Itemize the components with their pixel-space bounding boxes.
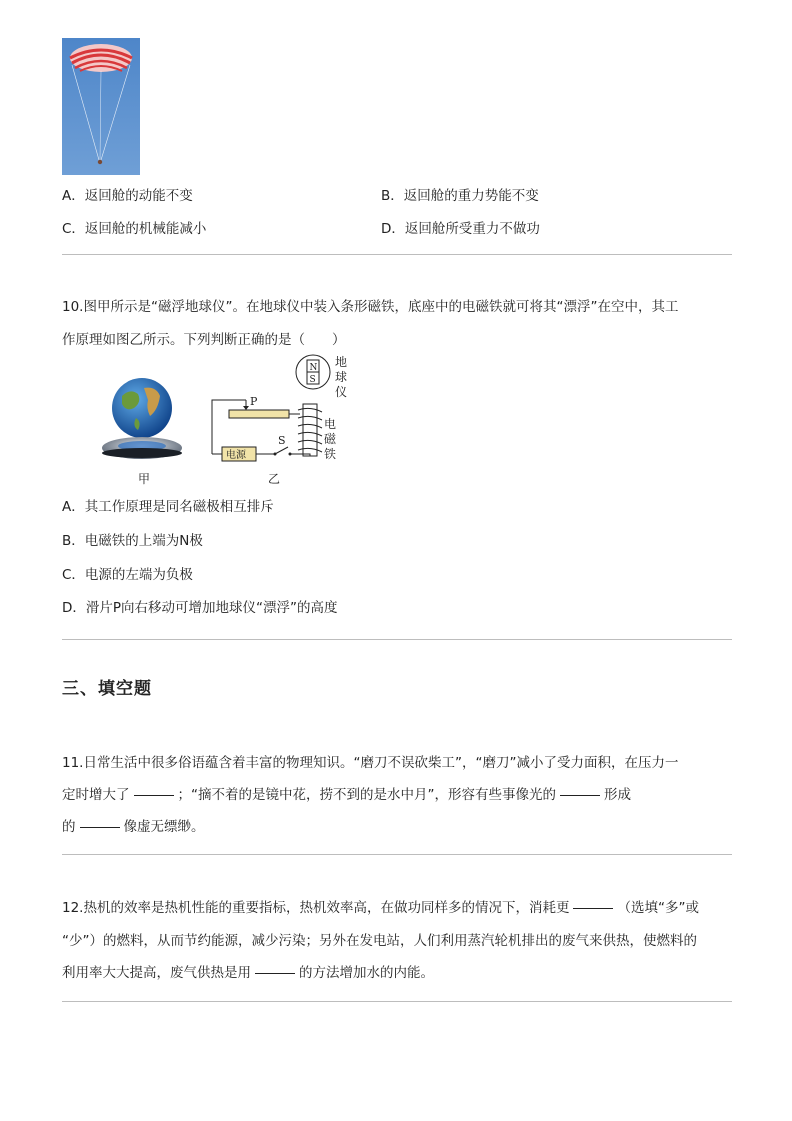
q11-line1: 11.日常生活中很多俗语蕴含着丰富的物理知识。“磨刀不误砍柴工”，“磨刀”减小了受力面积，在压力一 [62, 755, 679, 771]
answer-blank[interactable] [560, 795, 600, 796]
slider-p-label: P [250, 395, 258, 408]
answer-blank[interactable] [80, 827, 120, 828]
q10-option-c: C．电源的左端为负极 [62, 567, 193, 583]
q12-line1-a: 12.热机的效率是热机性能的重要指标，热机效率高，在做功同样多的情况下，消耗更 [62, 900, 570, 916]
answer-blank[interactable] [573, 908, 613, 909]
q10-figure [98, 352, 358, 488]
q10-stem-line2: 作原理如图乙所示。下列判断正确的是（ ） [62, 332, 346, 348]
q12-line2: “少”）的燃料，从而节约能源，减少污染；另外在发电站，人们利用蒸汽轮机排出的废气来供热，使燃料的 [62, 933, 697, 949]
q12-line1-b: （选填“多”或 [617, 900, 699, 916]
caption-jia: 甲 [138, 472, 151, 486]
divider [62, 639, 732, 640]
magnet-s-label: S [309, 375, 316, 385]
power-label: 电源 [226, 450, 246, 461]
caption-yi: 乙 [268, 472, 281, 486]
q9-option-c: C．返回舱的机械能减小 [62, 221, 207, 237]
globe-label-3: 仪 [335, 385, 348, 399]
q11-line3 [62, 815, 205, 835]
q11-line3-a: 的 [62, 819, 76, 835]
divider [62, 1001, 732, 1002]
globe-label-1: 地 [335, 355, 348, 369]
q9-option-a: A．返回舱的动能不变 [62, 188, 193, 204]
magnet-label-3: 铁 [324, 447, 337, 461]
q12-line3-b: 的方法增加水的内能。 [299, 965, 434, 981]
q9-option-d: D．返回舱所受重力不做功 [381, 221, 540, 237]
q11-line2-a: 定时增大了 [62, 787, 130, 803]
answer-blank[interactable] [134, 795, 174, 796]
divider [62, 254, 732, 255]
parachute-photo [62, 38, 140, 175]
q11-line3-b: 像虚无缥缈。 [123, 819, 205, 835]
switch-s-label: S [278, 434, 286, 447]
magnet-label-2: 磁 [324, 432, 337, 446]
q12-line1 [62, 896, 699, 916]
magnet-label-1: 电 [324, 417, 337, 431]
q10-stem-line1: 10.图甲所示是“磁浮地球仪”。在地球仪中装入条形磁铁，底座中的电磁铁就可将其“漂浮”在空中，其工 [62, 299, 679, 315]
q11-line2-c: 形成 [604, 787, 631, 803]
globe-label-2: 球 [335, 370, 348, 384]
answer-blank[interactable] [255, 973, 295, 974]
q12-line3-a: 利用率大大提高，废气供热是用 [62, 965, 251, 981]
q11-line2 [62, 783, 631, 803]
magnet-n-label: N [309, 363, 318, 373]
q11-line2-b: ；“摘不着的是镜中花，捞不到的是水中月”，形容有些事像光的 [177, 787, 556, 803]
q9-option-b: B．返回舱的重力势能不变 [381, 188, 539, 204]
divider [62, 854, 732, 855]
q10-option-d: D．滑片P向右移动可增加地球仪“漂浮”的高度 [62, 600, 338, 616]
q10-option-b: B．电磁铁的上端为N极 [62, 533, 203, 549]
q10-option-a: A．其工作原理是同名磁极相互排斥 [62, 499, 274, 515]
q12-line3 [62, 961, 434, 981]
section-title: 三、填空题 [62, 679, 152, 699]
